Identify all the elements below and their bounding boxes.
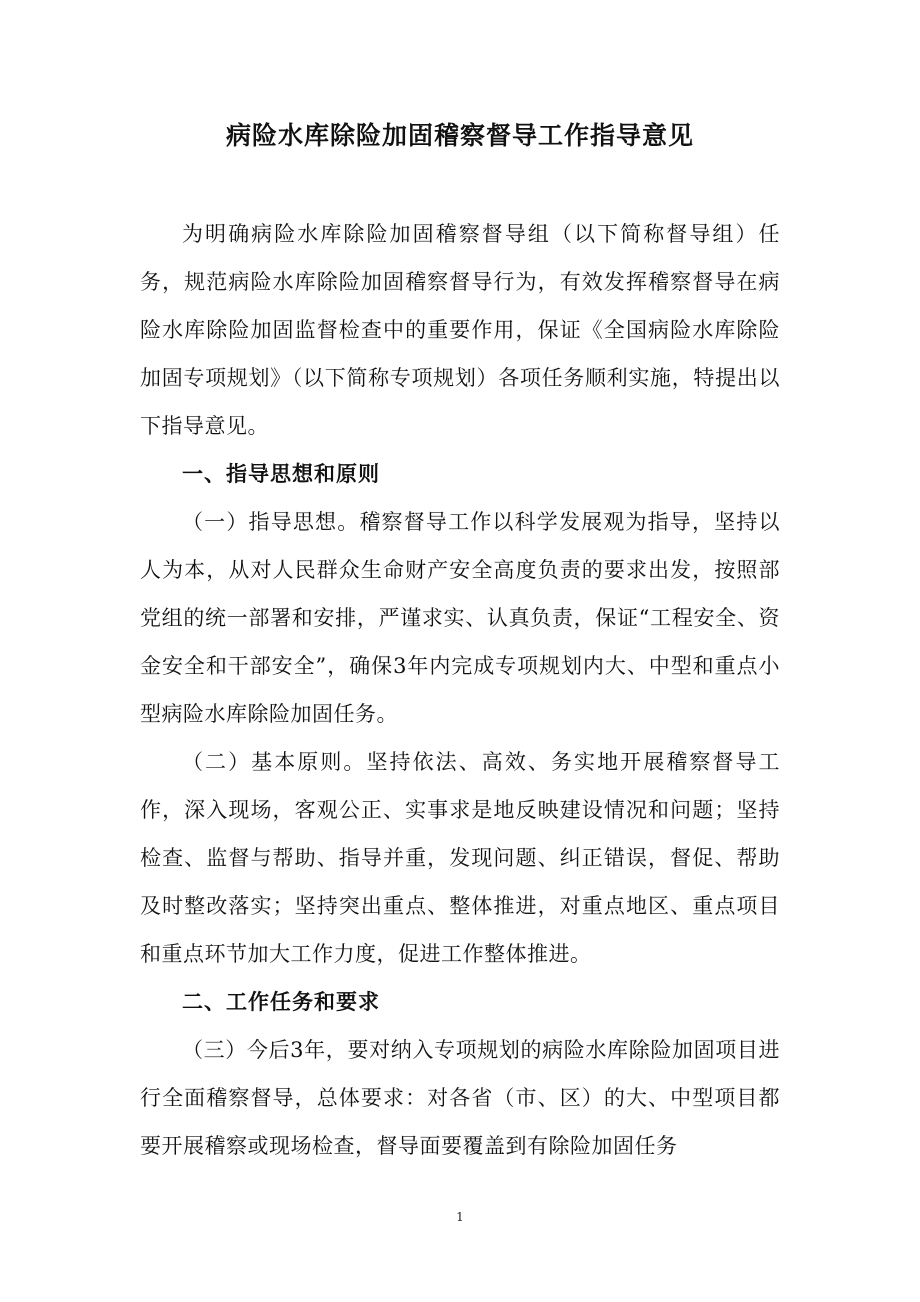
document-body [140,210,780,1170]
tasks-paragraph: （三）今后3年，要对纳入专项规划的病险水库除险加固项目进行全面稽察督导，总体要求：对各省（市、区）的大、中型项目都要开展稽察或现场检查，督导面要覆盖到有除险加固任务 [140,1038,780,1158]
page-number: 1 [456,1210,464,1224]
basic-principles-paragraph: （二）基本原则。坚持依法、高效、务实地开展稽察督导工作，深入现场，客观公正、实事求是地反映建设情况和问题；坚持检查、监督与帮助、指导并重，发现问题、纠正错误，督促、帮助及时整改落实；坚持突出重点、整体推进，对重点地区、重点项目和重点环节加大工作力度，促进工作整体推进。 [140,750,780,966]
document-title: 病险水库除险加固稽察督导工作指导意见 [225,121,694,150]
guiding-thought-paragraph: （一）指导思想。稽察督导工作以科学发展观为指导，坚持以人为本，从对人民群众生命财产安全高度负责的要求出发，按照部党组的统一部署和安排，严谨求实、认真负责，保证“工程安全、资金安全和干部安全”，确保3年内完成专项规划内大、中型和重点小型病险水库除险加固任务。 [140,510,780,726]
section-heading-tasks-requirements: 二、工作任务和要求 [182,990,380,1014]
section-heading-guiding-principles: 一、指导思想和原则 [182,462,380,486]
intro-paragraph: 为明确病险水库除险加固稽察督导组（以下简称督导组）任务，规范病险水库除险加固稽察督导行为，有效发挥稽察督导在病险水库除险加固监督检查中的重要作用，保证《全国病险水库除险加固专项规划》（以下简称专项规划）各项任务顺利实施，特提出以下指导意见。 [140,222,780,438]
